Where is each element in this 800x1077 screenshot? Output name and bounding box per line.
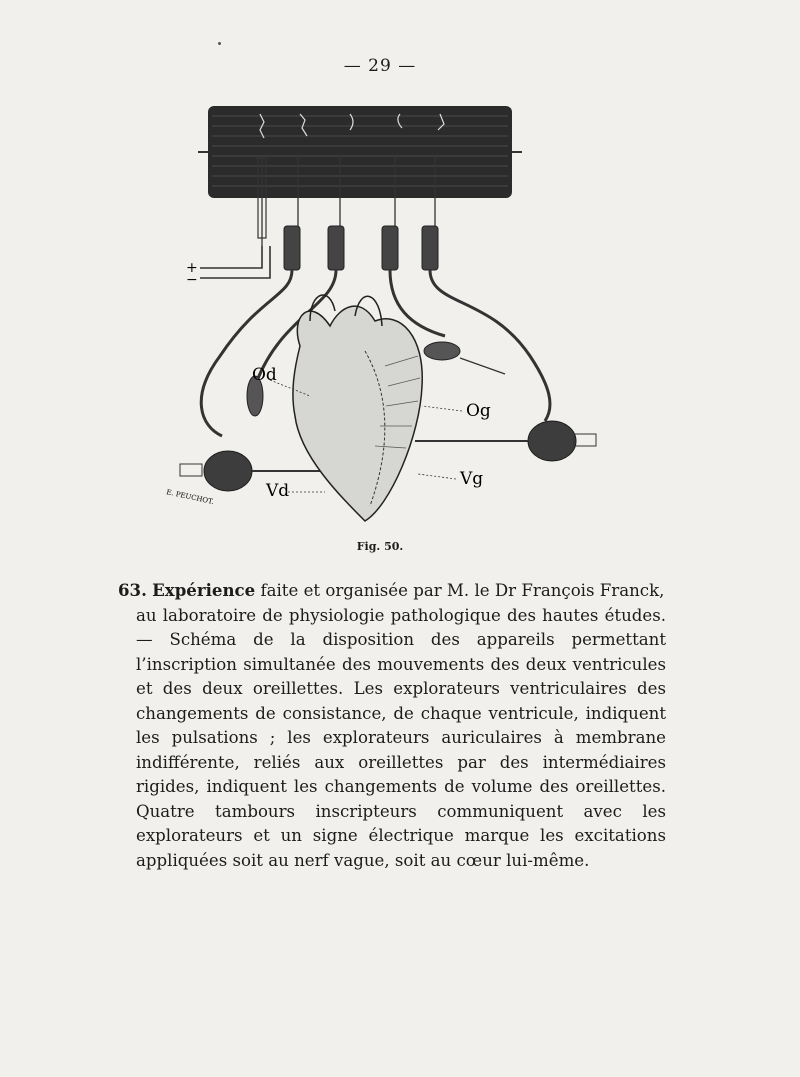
paragraph-number: 63. bbox=[118, 580, 147, 600]
ink-speck bbox=[218, 42, 221, 45]
label-og: Og bbox=[466, 401, 491, 421]
plus-sign: + bbox=[186, 260, 198, 276]
paragraph-body: au laboratoire de physiologie pathologique des hautes études. — Schéma de la disposition des appareils permettant l’inscription simultanée des mouvements des deux ventricules et des deux oreillettes. Les explorateurs ventriculaires des changements de consistance, de chaque ventricule, indiquent les pulsations ; les explorateurs auriculaires à membrane indifférente, reliés aux oreillettes par des intermédiaires rigides, indiquent les changements de volume des oreillettes. Quatre tambours inscripteurs communiquent avec les explorateurs et un signe électrique marque les excitations appliquées soit au nerf vague, soit au cœur lui-même. bbox=[136, 605, 666, 870]
label-vg: Vg bbox=[460, 469, 484, 489]
paragraph-keyword: Expérience bbox=[152, 580, 256, 600]
paragraph-first-line: faite et organisée par M. le Dr François Franck, bbox=[260, 581, 665, 600]
heart-drawing bbox=[293, 295, 422, 521]
figure-illustration bbox=[160, 96, 620, 536]
recording-cylinder bbox=[198, 106, 522, 198]
figure-caption: Fig. 50. bbox=[356, 540, 404, 553]
page-number: — 29 — bbox=[343, 56, 417, 76]
minus-sign: − bbox=[186, 272, 198, 288]
artist-signature: E. PEUCHOT. bbox=[165, 488, 215, 507]
label-vd: Vd bbox=[266, 481, 290, 501]
description-paragraph bbox=[118, 578, 666, 873]
label-od: Od bbox=[252, 365, 277, 385]
